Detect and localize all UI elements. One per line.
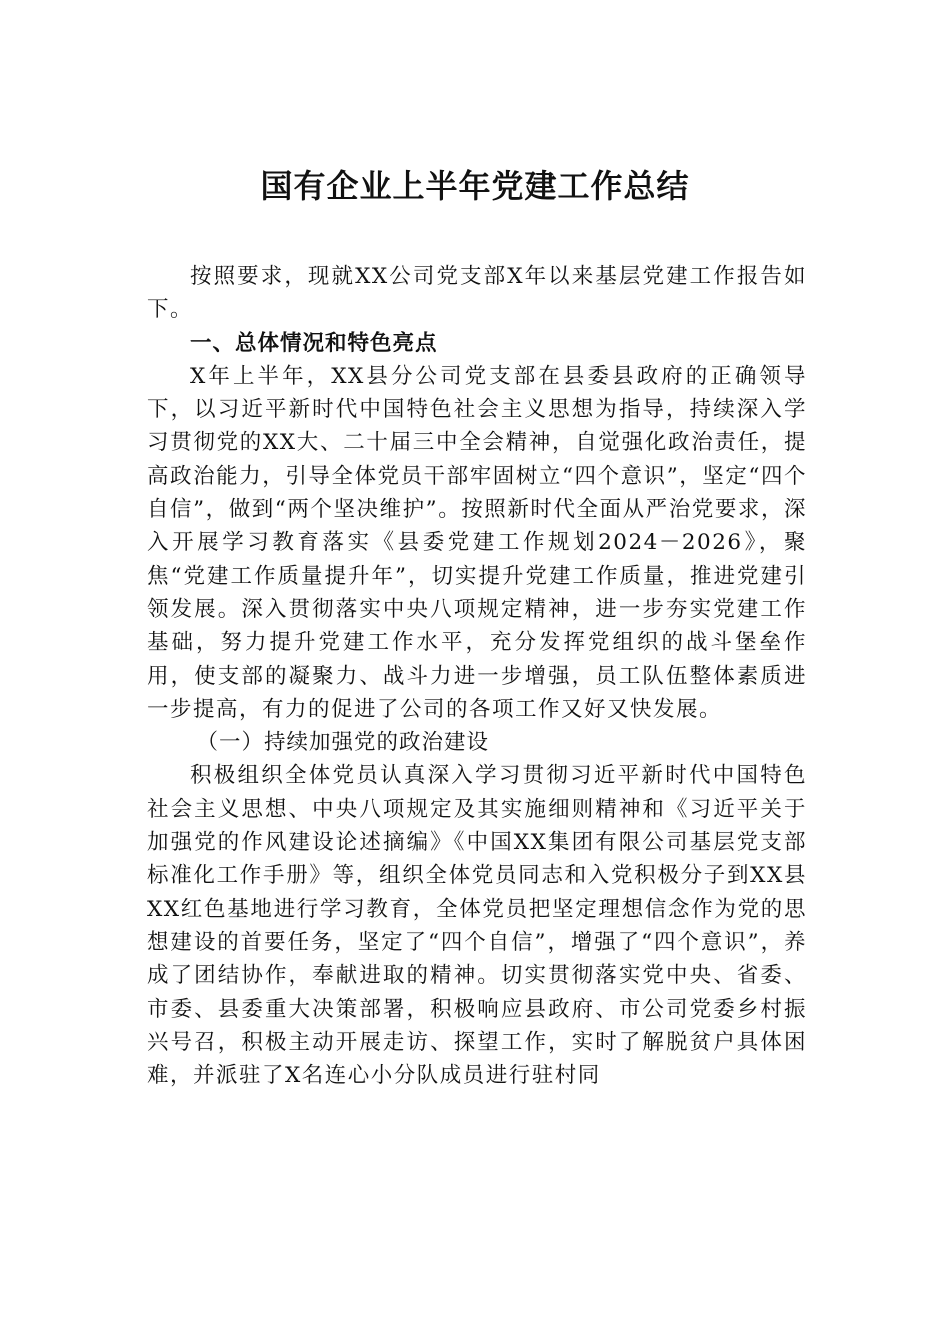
political-building-paragraph: 积极组织全体党员认真深入学习贯彻习近平新时代中国特色社会主义思想、中央八项规定及其实施细则精神和《习近平关于加强党的作风建设论述摘编》《中国XX集团有限公司基层党支部标准化工作手册》等，组织全体党员同志和入党积极分子到XX县XX红色基地进行学习教育，全体党员把坚定理想信念作为党的思想建设的首要任务，坚定了“四个自信”，增强了“四个意识”，养成了团结协作，奉献进取的精神。切实贯彻落实党中央、省委、市委、县委重大决策部署，积极响应县政府、市公司党委乡村振兴号召，积极主动开展走访、探望工作，实时了解脱贫户具体困难，并派驻了X名连心小分队成员进行驻村同 <box>147 763 807 1089</box>
document-body <box>147 260 807 1092</box>
document-title: 国有企业上半年党建工作总结 <box>260 167 690 205</box>
overview-paragraph: X年上半年，XX县分公司党支部在县委县政府的正确领导下，以习近平新时代中国特色社会主义思想为指导，持续深入学习贯彻党的XX大、二十届三中全会精神，自觉强化政治责任，提高政治能力，引导全体党员干部牢固树立“四个意识”，坚定“四个自信”，做到“两个坚决维护”。按照新时代全面从严治党要求，深入开展学习教育落实《县委党建工作规划2024－2026》，聚焦“党建工作质量提升年”，切实提升党建工作质量，推进党建引领发展。深入贯彻落实中央八项规定精神，进一步夯实党建工作基础，努力提升党建工作水平，充分发挥党组织的战斗堡垒作用，使支部的凝聚力、战斗力进一步增强，员工队伍整体素质进一步提高，有力的促进了公司的各项工作又好又快发展。 <box>147 363 807 722</box>
intro-paragraph: 按照要求，现就XX公司党支部X年以来基层党建工作报告如下。 <box>147 264 807 323</box>
subsection-heading-political-building: （一）持续加强党的政治建设 <box>196 730 489 756</box>
section-heading-overview: 一、总体情况和特色亮点 <box>190 330 438 356</box>
